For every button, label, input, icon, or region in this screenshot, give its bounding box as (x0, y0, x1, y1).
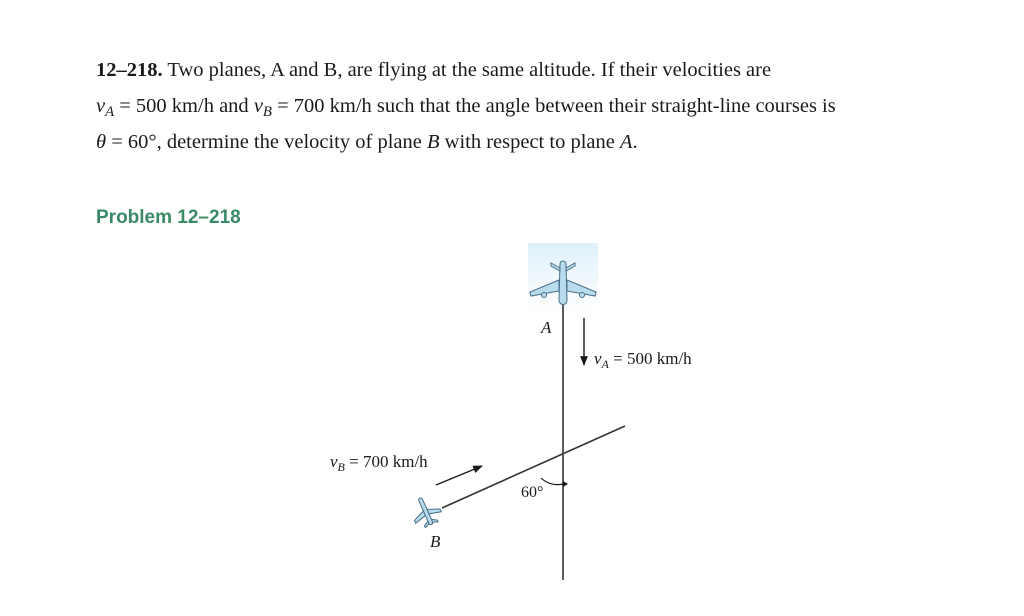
vb-label (330, 452, 428, 474)
angle-arc-arrow-icon (563, 481, 568, 487)
plane-b-label: B (430, 532, 441, 551)
problem-line-1-text: Two planes, A and B, are flying at the same altitude. If their velocities are (162, 59, 772, 81)
plane-a-label: A (541, 318, 552, 337)
va-subscript: A (105, 104, 115, 121)
problem-line-3-part-1: = 60°, determine the velocity of plane (106, 131, 427, 153)
vb-symbol: v (253, 95, 263, 117)
problem-line-2-rest: = 700 km/h such that the angle between their straight-line courses is (271, 95, 836, 117)
vb-label-value: = 700 km/h (344, 452, 428, 471)
va-symbol: v (96, 95, 106, 117)
angle-arc (541, 478, 563, 485)
theta-symbol: θ (96, 131, 107, 153)
vb-arrow (436, 466, 482, 485)
plane-b-ref: B (426, 131, 440, 153)
va-label-subscript: A (601, 357, 609, 371)
problem-number: 12–218. (96, 59, 163, 81)
figure-label: Problem 12–218 (96, 207, 241, 228)
vb-label-symbol: v (330, 452, 338, 471)
plane-a-ref: A (619, 131, 633, 153)
problem-line-3-end: . (632, 131, 638, 153)
va-label-symbol: v (594, 349, 602, 368)
va-label-value: = 500 km/h (608, 349, 692, 368)
va-label (594, 349, 692, 371)
airplane-b-icon (407, 492, 444, 530)
vb-subscript: B (262, 104, 272, 121)
angle-label: 60° (521, 484, 544, 501)
va-value: = 500 km/h and (114, 95, 254, 117)
problem-line-3-part-2: with respect to plane (439, 131, 620, 153)
vb-label-subscript: B (337, 460, 345, 474)
